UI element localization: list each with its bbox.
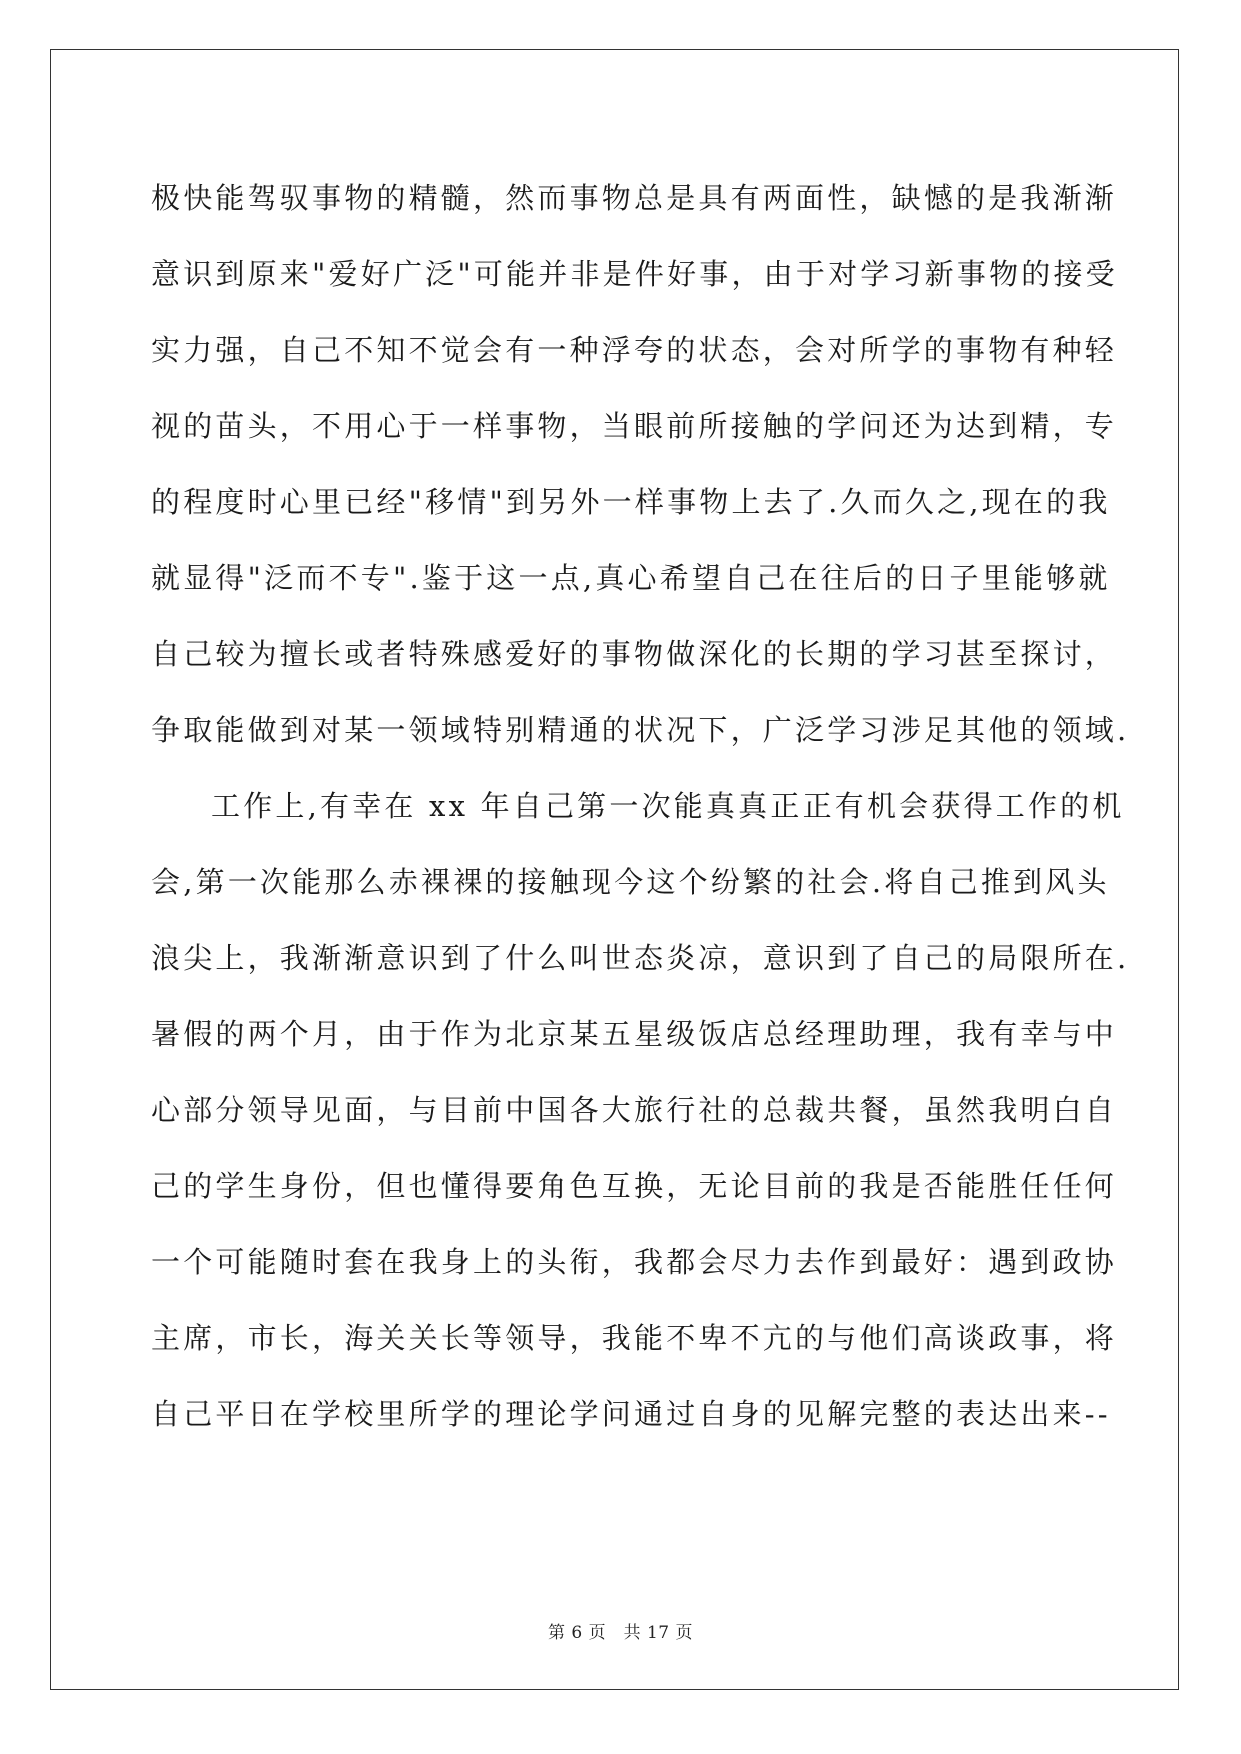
text-line: 暑假的两个月，由于作为北京某五星级饭店总经理助理，我有幸与中 xyxy=(151,1017,1118,1051)
text-line: 心部分领导见面，与目前中国各大旅行社的总裁共餐，虽然我明白自 xyxy=(151,1093,1118,1127)
text-line: 自己平日在学校里所学的理论学问通过自身的见解完整的表达出来-- xyxy=(151,1397,1111,1431)
text-line: 就显得"泛而不专".鉴于这一点,真心希望自己在往后的日子里能够就 xyxy=(151,561,1111,595)
paragraph-first-line: 工作上,有幸在 xx 年自己第一次能真真正正有机会获得工作的机 xyxy=(211,789,1125,823)
text-line: 自己较为擅长或者特殊感爱好的事物做深化的长期的学习甚至探讨， xyxy=(151,637,1118,671)
text-line: 己的学生身份，但也懂得要角色互换，无论目前的我是否能胜任任何 xyxy=(151,1169,1118,1203)
text-line: 的程度时心里已经"移情"到另外一样事物上去了.久而久之,现在的我 xyxy=(151,485,1111,519)
text-line: 会,第一次能那么赤裸裸的接触现今这个纷繁的社会.将自己推到风头 xyxy=(151,865,1110,899)
page-number-footer: 第 6 页 共 17 页 xyxy=(547,1623,694,1643)
text-line: 争取能做到对某一领域特别精通的状况下，广泛学习涉足其他的领域. xyxy=(151,713,1130,747)
text-line: 实力强，自己不知不觉会有一种浮夸的状态，会对所学的事物有种轻 xyxy=(151,333,1118,367)
text-line: 一个可能随时套在我身上的头衔，我都会尽力去作到最好：遇到政协 xyxy=(151,1245,1118,1279)
text-line: 极快能驾驭事物的精髓，然而事物总是具有两面性，缺憾的是我渐渐 xyxy=(151,181,1118,215)
text-line: 意识到原来"爱好广泛"可能并非是件好事，由于对学习新事物的接受 xyxy=(151,257,1118,291)
text-line: 浪尖上，我渐渐意识到了什么叫世态炎凉，意识到了自己的局限所在. xyxy=(151,941,1130,975)
text-line: 主席，市长，海关关长等领导，我能不卑不亢的与他们高谈政事，将 xyxy=(151,1321,1118,1355)
text-line: 视的苗头，不用心于一样事物，当眼前所接触的学问还为达到精，专 xyxy=(151,409,1118,443)
document-body xyxy=(151,160,1130,1452)
